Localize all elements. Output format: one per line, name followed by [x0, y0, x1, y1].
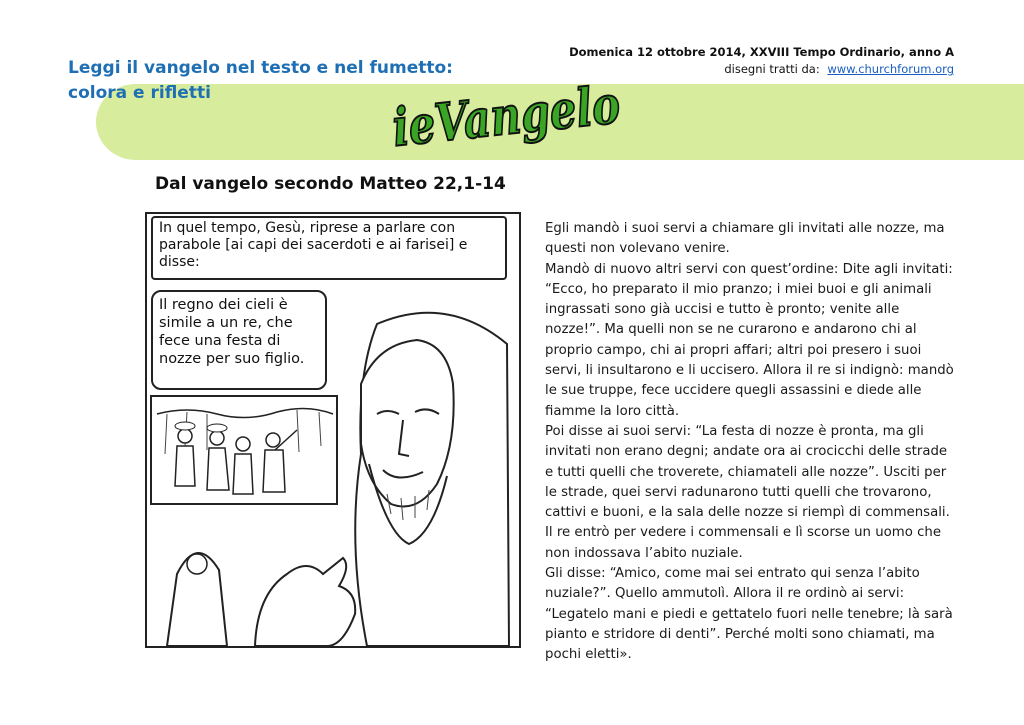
credit-label: disegni tratti da:: [724, 62, 820, 76]
logo-text: ieVangelo: [389, 68, 679, 159]
paragraph-3: Poi disse ai suoi servi: “La festa di nozze è pronta, ma gli invitati non erano degni; andate ora ai crocicchi delle strade e tutti quelli che troverete, chiamateli alle nozze”. Usciti per le strade, quei servi radunarono tutti quelli che trovarono, cattivi e buoni, e la sala delle nozze si riempì di commensali. Il re entrò per vedere i commensali e lì scorse un uomo che non indossava l’abito nuziale.: [545, 423, 950, 561]
gospel-text: [545, 219, 957, 666]
gospel-heading: Dal vangelo secondo Matteo 22,1-14: [155, 174, 506, 194]
paragraph-1: Egli mandò i suoi servi a chiamare gli invitati alle nozze, ma questi non volevano venire.: [545, 221, 945, 257]
speech-bubble-intro: In quel tempo, Gesù, riprese a parlare con parabole [ai capi dei sacerdoti e ai farisei] e disse:: [151, 216, 507, 280]
date-line: Domenica 12 ottobre 2014, XXVIII Tempo Ordinario, anno A: [569, 45, 954, 59]
comic-panel: [145, 212, 521, 648]
paragraph-2: Mandò di nuovo altri servi con quest’ordine: Dite agli invitati: “Ecco, ho preparato il mio pranzo; i miei buoi e gli animali ingrassati sono già uccisi e tutto è pronto; venite alle nozze!”. Ma quelli non se ne curarono e andarono chi al proprio campo, chi ai propri affari; altri poi presero i suoi servi, li insultarono e li uccisero. Allora il re si indignò: mandò le sue truppe, fece uccidere quegli assassini e diede alle fiamme la loro città.: [545, 261, 954, 419]
credit-link[interactable]: www.churchforum.org: [827, 62, 954, 76]
credit-line: [569, 61, 954, 78]
title-line-1: Leggi il vangelo nel testo e nel fumetto:: [68, 58, 453, 78]
header-info: [569, 44, 954, 78]
paragraph-4: Gli disse: “Amico, come mai sei entrato qui senza l’abito nuziale?”. Quello ammutolì. Allora il re ordinò ai servi: “Legatelo mani e piedi e gettatelo fuori nelle tenebre; là sarà pianto e stridore di denti”. Perché molti sono chiamati, ma pochi eletti».: [545, 566, 953, 663]
speech-bubble-kingdom: Il regno dei cieli è simile a un re, che fece una festa di nozze per suo figlio.: [151, 290, 327, 390]
title-line-2: colora e rifletti: [68, 83, 211, 103]
